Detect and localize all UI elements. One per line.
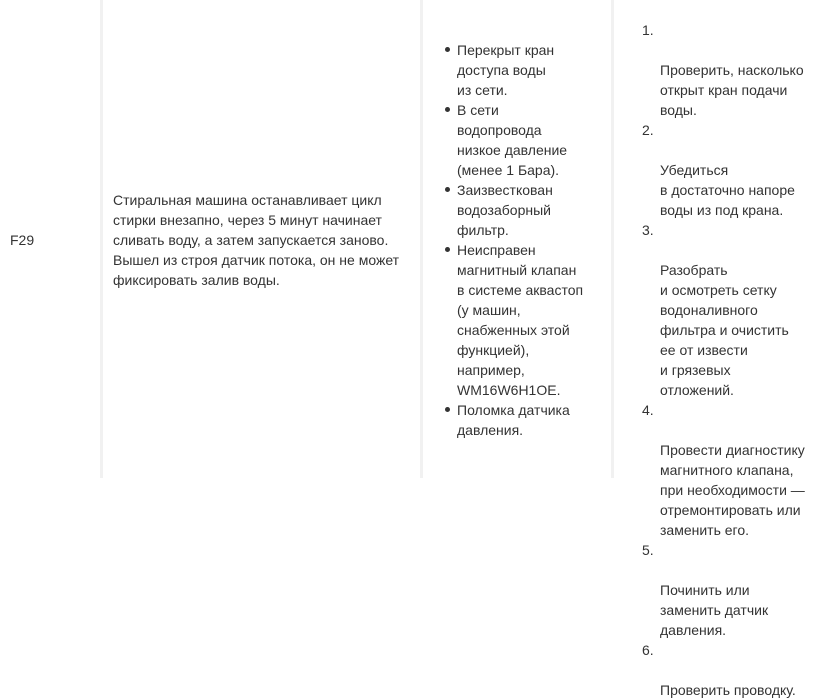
step-text: Проверить проводку. — [660, 682, 796, 698]
cause-item: В сети водопровода низкое давление (менее 1 Бара). — [423, 100, 583, 180]
error-description: Стиральная машина останавливает цикл стирки внезапно, через 5 минут начинает сливать воду, а затем запускается заново. Вышел из строя датчик потока, он не может фиксировать залив воды. — [113, 192, 400, 288]
step-item — [614, 20, 805, 120]
cause-item: Неисправен магнитный клапан в системе аквастоп (у машин, снабженных этой функцией), например, WM16W6H1OE. — [423, 240, 583, 400]
steps-list — [614, 20, 805, 700]
steps-cell — [614, 0, 822, 698]
cause-item: Заизвесткован водозаборный фильтр. — [423, 180, 583, 240]
causes-list — [423, 40, 583, 440]
cause-item: Перекрыт кран доступа воды из сети. — [423, 40, 583, 100]
step-text: Убедиться в достаточно напоре воды из под крана. — [660, 162, 795, 218]
step-text: Разобрать и осмотреть сетку водоналивного фильтра и очистить ее от извести и грязевых отложений. — [660, 262, 789, 398]
description-cell — [103, 0, 420, 478]
step-text: Починить или заменить датчик давления. — [660, 582, 769, 638]
step-number: 6. — [642, 642, 654, 658]
cause-item: Поломка датчика давления. — [423, 400, 583, 440]
step-number: 3. — [642, 222, 654, 238]
step-item — [614, 400, 805, 540]
code-cell — [0, 0, 100, 478]
step-number: 4. — [642, 402, 654, 418]
step-item — [614, 540, 805, 640]
step-item — [614, 120, 805, 220]
error-code: F29 — [10, 232, 35, 248]
step-item — [614, 640, 805, 700]
causes-cell — [423, 0, 611, 478]
step-number: 1. — [642, 22, 654, 38]
step-number: 5. — [642, 542, 654, 558]
step-text: Проверить, насколько открыт кран подачи воды. — [660, 62, 804, 118]
step-text: Провести диагностику магнитного клапана, при необходимости — отремонтировать или заменить его. — [660, 442, 805, 538]
step-number: 2. — [642, 122, 654, 138]
step-item — [614, 220, 805, 400]
